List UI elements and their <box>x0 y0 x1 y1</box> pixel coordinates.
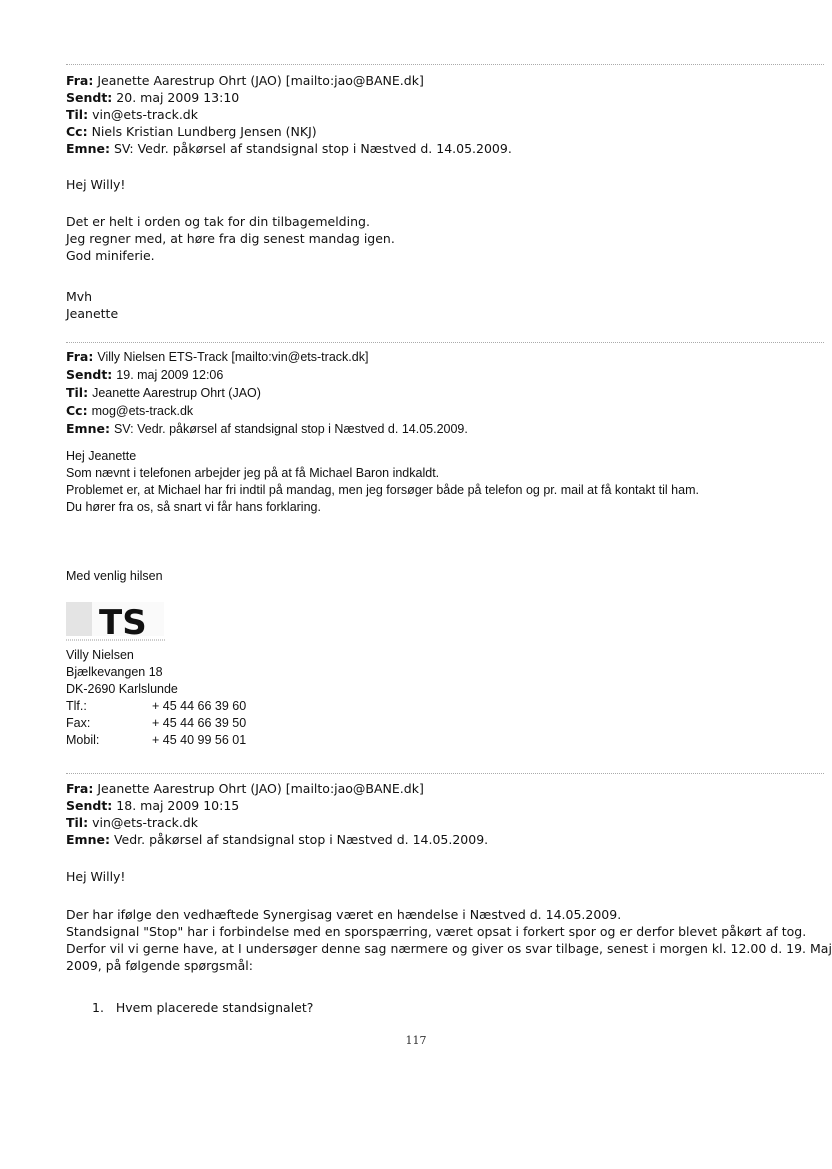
email1-body <box>66 213 816 264</box>
body-line: Du hører fra os, så snart vi får hans forklaring. <box>66 500 321 514</box>
header-sent: Sendt: 20. maj 2009 13:10 <box>66 90 240 105</box>
sender-name: Villy Nielsen <box>66 648 134 662</box>
header-to: Til: Jeanette Aarestrup Ohrt (JAO) <box>66 385 261 400</box>
email3-greeting: Hej Willy! <box>66 869 126 884</box>
email2-closing: Med venlig hilsen <box>66 569 163 583</box>
email3-header <box>66 780 816 848</box>
header-to: Til: vin@ets-track.dk <box>66 107 198 122</box>
page-number: 117 <box>405 1034 427 1047</box>
contact-phone: Tlf.: + 45 44 66 39 60 <box>66 699 247 713</box>
header-subject: Emne: Vedr. påkørsel af standsignal stop i Næstved d. 14.05.2009. <box>66 832 489 847</box>
email1-signoff <box>66 288 816 322</box>
email2-signature <box>66 647 816 749</box>
logo-text: TS <box>99 603 147 643</box>
list-item: 1. Hvem placerede standsignalet? <box>92 1000 314 1015</box>
body-line: Som nævnt i telefonen arbejder jeg på at få Michael Baron indkaldt. <box>66 466 440 480</box>
body-line: 2009, på følgende spørgsmål: <box>66 958 253 973</box>
contact-fax: Fax: + 45 44 66 39 50 <box>66 716 247 730</box>
body-line: Jeg regner med, at høre fra dig senest mandag igen. <box>66 231 395 246</box>
header-subject: Emne: SV: Vedr. påkørsel af standsignal stop i Næstved d. 14.05.2009. <box>66 141 512 156</box>
header-cc: Cc: Niels Kristian Lundberg Jensen (NKJ) <box>66 124 317 139</box>
address-line: Bjælkevangen 18 <box>66 665 163 679</box>
body-line: Derfor vil vi gerne have, at I undersøger denne sag nærmere og giver os svar tilbage, senest i morgen kl. 12.00 d. 19. Maj <box>66 941 832 956</box>
body-line: Der har ifølge den vedhæftede Synergisag været en hændelse i Næstved d. 14.05.2009. <box>66 907 622 922</box>
header-from: Fra: Jeanette Aarestrup Ohrt (JAO) [mailto:jao@BANE.dk] <box>66 73 424 88</box>
header-cc: Cc: mog@ets-track.dk <box>66 403 194 418</box>
email2-header <box>66 348 816 438</box>
body-line: Det er helt i orden og tak for din tilbagemelding. <box>66 214 370 229</box>
header-subject: Emne: SV: Vedr. påkørsel af standsignal stop i Næstved d. 14.05.2009. <box>66 421 468 436</box>
address-line: DK-2690 Karlslunde <box>66 682 178 696</box>
separator-3 <box>66 773 824 774</box>
separator-2 <box>66 342 824 343</box>
separator-top <box>66 64 824 65</box>
greeting: Hej Jeanette <box>66 449 137 463</box>
header-from: Fra: Villy Nielsen ETS-Track [mailto:vin@ets-track.dk] <box>66 349 369 364</box>
header-sent: Sendt: 19. maj 2009 12:06 <box>66 367 224 382</box>
header-sent: Sendt: 18. maj 2009 10:15 <box>66 798 240 813</box>
email2-body <box>66 448 816 516</box>
company-logo <box>66 600 166 644</box>
question-list <box>92 999 313 1016</box>
closing: Mvh <box>66 289 93 304</box>
body-line: Standsignal "Stop" har i forbindelse med en sporspærring, været opsat i forkert spor og er derfor blevet påkørt af tog. <box>66 924 807 939</box>
email3-body <box>66 906 832 974</box>
body-line: God miniferie. <box>66 248 155 263</box>
header-from: Fra: Jeanette Aarestrup Ohrt (JAO) [mailto:jao@BANE.dk] <box>66 781 424 796</box>
email1-header <box>66 72 816 157</box>
header-to: Til: vin@ets-track.dk <box>66 815 198 830</box>
contact-mobile: Mobil: + 45 40 99 56 01 <box>66 733 247 747</box>
signature: Jeanette <box>66 306 119 321</box>
body-line: Problemet er, at Michael har fri indtil på mandag, men jeg forsøger både på telefon og pr. mail at få kontakt til ham. <box>66 483 699 497</box>
email1-greeting: Hej Willy! <box>66 177 126 192</box>
